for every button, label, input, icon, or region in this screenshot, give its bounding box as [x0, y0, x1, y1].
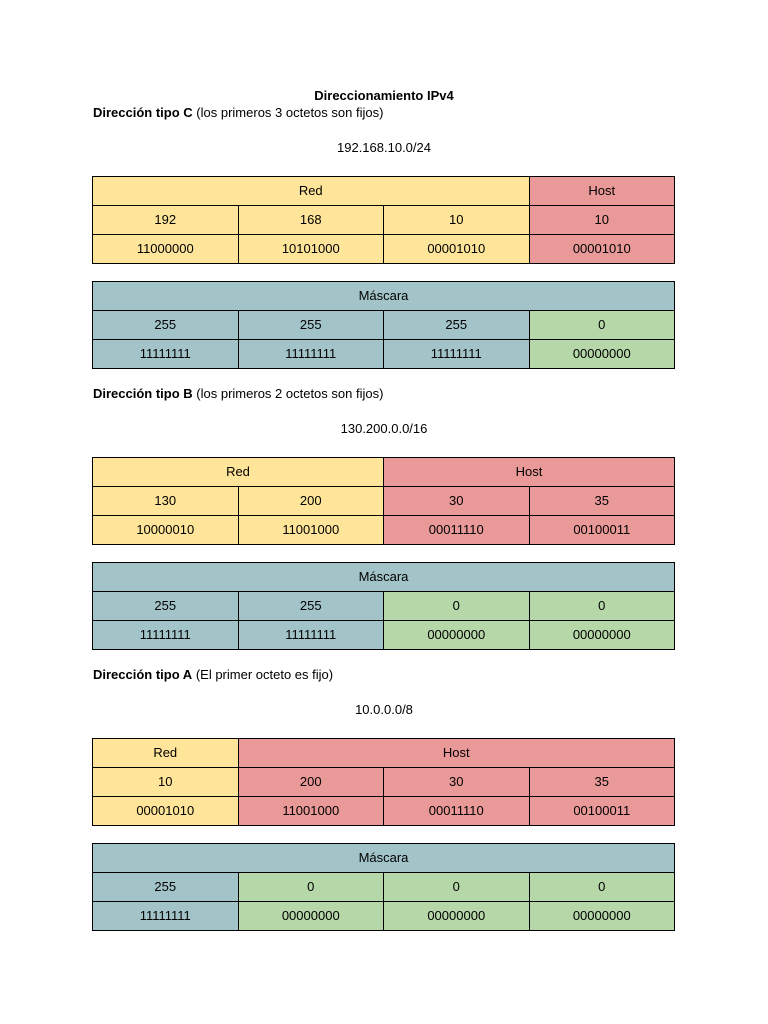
mask-binary: 00000000 — [384, 902, 530, 931]
mask-binary: 11111111 — [384, 340, 530, 369]
octet-decimal: 10 — [93, 768, 239, 797]
table-row — [93, 563, 675, 592]
octet-binary: 11001000 — [238, 516, 384, 545]
class-c-heading-note: (los primeros 3 octetos son fijos) — [192, 105, 384, 120]
host-header: Host — [384, 458, 675, 487]
class-a-cidr: 10.0.0.0/8 — [355, 702, 413, 717]
table-row — [93, 235, 675, 264]
mask-header: Máscara — [93, 563, 675, 592]
octet-decimal: 30 — [384, 487, 530, 516]
octet-binary: 00001010 — [384, 235, 530, 264]
class-b-heading — [93, 386, 383, 402]
class-c-cidr: 192.168.10.0/24 — [337, 140, 431, 155]
class-c-address-table — [92, 176, 675, 264]
table-row — [93, 311, 675, 340]
mask-decimal: 0 — [384, 873, 530, 902]
mask-decimal: 255 — [238, 311, 384, 340]
class-b-heading-bold: Dirección tipo B — [93, 386, 193, 401]
mask-decimal: 0 — [384, 592, 530, 621]
table-row — [93, 621, 675, 650]
octet-decimal: 35 — [529, 768, 675, 797]
table-row — [93, 797, 675, 826]
mask-decimal: 0 — [529, 873, 675, 902]
octet-binary: 00100011 — [529, 797, 675, 826]
table-row — [93, 177, 675, 206]
class-a-heading-bold: Dirección tipo A — [93, 667, 193, 682]
mask-binary: 11111111 — [238, 621, 384, 650]
table-row — [93, 902, 675, 931]
table-row — [93, 340, 675, 369]
octet-binary: 00001010 — [93, 797, 239, 826]
octet-binary: 00001010 — [529, 235, 675, 264]
page-title: Direccionamiento IPv4 — [314, 88, 454, 103]
network-header: Red — [93, 458, 384, 487]
table-row — [93, 487, 675, 516]
mask-binary: 11111111 — [238, 340, 384, 369]
table-row — [93, 592, 675, 621]
octet-binary: 11001000 — [238, 797, 384, 826]
table-row — [93, 844, 675, 873]
class-a-heading-note: (El primer octeto es fijo) — [192, 667, 334, 682]
octet-binary: 00011110 — [384, 516, 530, 545]
host-header: Host — [529, 177, 675, 206]
octet-decimal: 200 — [238, 768, 384, 797]
mask-binary: 11111111 — [93, 902, 239, 931]
octet-decimal: 30 — [384, 768, 530, 797]
class-b-mask-table — [92, 562, 675, 650]
class-b-address-table — [92, 457, 675, 545]
class-c-heading-bold: Dirección tipo C — [93, 105, 193, 120]
network-header: Red — [93, 739, 239, 768]
mask-binary: 11111111 — [93, 340, 239, 369]
host-header: Host — [238, 739, 675, 768]
class-a-mask-table — [92, 843, 675, 931]
octet-decimal: 192 — [93, 206, 239, 235]
mask-decimal: 255 — [93, 592, 239, 621]
mask-binary: 00000000 — [529, 902, 675, 931]
mask-binary: 11111111 — [93, 621, 239, 650]
mask-decimal: 255 — [238, 592, 384, 621]
mask-header: Máscara — [93, 282, 675, 311]
mask-binary: 00000000 — [384, 621, 530, 650]
mask-decimal: 255 — [93, 873, 239, 902]
octet-binary: 10000010 — [93, 516, 239, 545]
table-row — [93, 282, 675, 311]
mask-header: Máscara — [93, 844, 675, 873]
mask-decimal: 255 — [93, 311, 239, 340]
class-c-heading — [93, 105, 383, 121]
octet-binary: 10101000 — [238, 235, 384, 264]
octet-decimal: 35 — [529, 487, 675, 516]
network-header: Red — [93, 177, 530, 206]
table-row — [93, 739, 675, 768]
octet-binary: 00011110 — [384, 797, 530, 826]
class-b-cidr: 130.200.0.0/16 — [340, 421, 428, 436]
octet-binary: 11000000 — [93, 235, 239, 264]
mask-decimal: 255 — [384, 311, 530, 340]
mask-decimal: 0 — [238, 873, 384, 902]
table-row — [93, 516, 675, 545]
table-row — [93, 458, 675, 487]
mask-binary: 00000000 — [529, 340, 675, 369]
octet-decimal: 168 — [238, 206, 384, 235]
mask-decimal: 0 — [529, 311, 675, 340]
table-row — [93, 873, 675, 902]
mask-binary: 00000000 — [238, 902, 384, 931]
octet-binary: 00100011 — [529, 516, 675, 545]
class-a-address-table — [92, 738, 675, 826]
octet-decimal: 130 — [93, 487, 239, 516]
table-row — [93, 206, 675, 235]
class-a-heading — [93, 667, 333, 683]
table-row — [93, 768, 675, 797]
class-b-heading-note: (los primeros 2 octetos son fijos) — [192, 386, 384, 401]
mask-decimal: 0 — [529, 592, 675, 621]
octet-decimal: 200 — [238, 487, 384, 516]
octet-decimal: 10 — [384, 206, 530, 235]
mask-binary: 00000000 — [529, 621, 675, 650]
octet-decimal: 10 — [529, 206, 675, 235]
class-c-mask-table — [92, 281, 675, 369]
